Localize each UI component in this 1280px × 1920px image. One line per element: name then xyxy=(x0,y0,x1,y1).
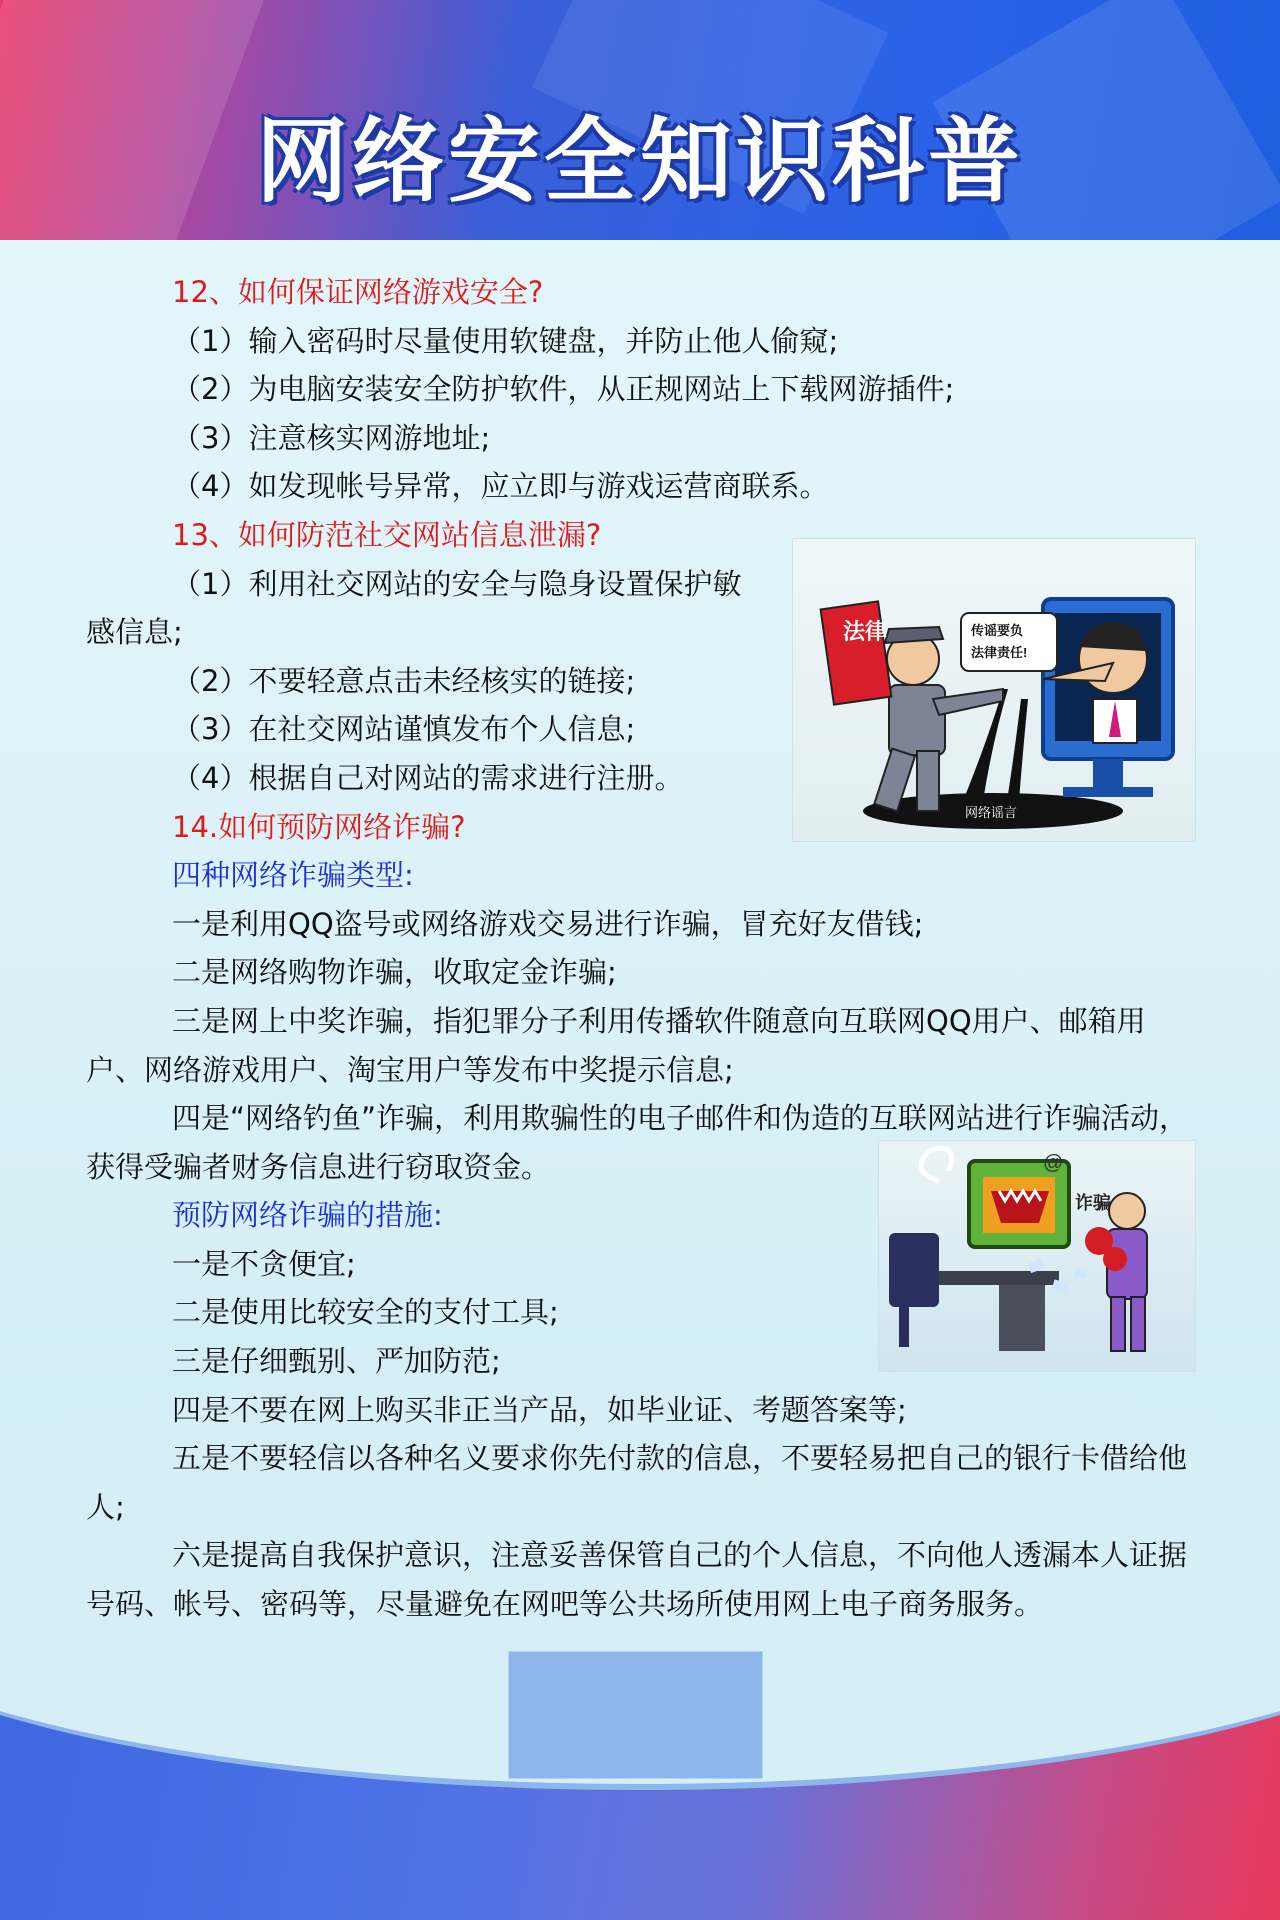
prevention-heading: 预防网络诈骗的措施: xyxy=(172,1198,443,1233)
police-book-monitor-image xyxy=(793,539,1195,841)
header-banner xyxy=(0,0,1280,240)
section-12-item: （4）如发现帐号异常，应立即与游戏运营商联系。 xyxy=(172,469,829,504)
section-13-item: （3）在社交网站谨慎发布个人信息; xyxy=(172,712,636,747)
fraud-type-item: 二是网络购物诈骗，收取定金诈骗; xyxy=(172,955,617,990)
section-12-item: （1）输入密码时尽量使用软键盘，并防止他人偷窥; xyxy=(172,323,839,358)
main-content xyxy=(86,268,1196,1629)
bubble-line-2: 法律责任! xyxy=(971,645,1028,660)
monitor-monster-boxer-image xyxy=(879,1141,1195,1371)
section-13-item: （4）根据自己对网站的需求进行注册。 xyxy=(172,760,684,795)
fraud-sign-text: 诈骗 xyxy=(1075,1193,1111,1213)
fraud-illustration xyxy=(878,1140,1196,1372)
fraud-type-item: 三是网上中奖诈骗，指犯罪分子利用传播软件随意向互联网QQ用户、邮箱用户、网络游戏用户、淘宝用户等发布中奖提示信息; xyxy=(86,1003,1146,1087)
section-12-item: （2）为电脑安装安全防护软件，从正规网站上下载网游插件; xyxy=(172,372,955,407)
section-13-item-continued: 感信息; xyxy=(86,615,183,650)
prevention-item: 三是仔细甄别、严加防范; xyxy=(172,1344,501,1379)
section-13-heading: 13、如何防范社交网站信息泄漏? xyxy=(172,517,602,552)
section-12-heading: 12、如何保证网络游戏安全? xyxy=(172,275,544,309)
prevention-item: 四是不要在网上购买非正当产品，如毕业证、考题答案等; xyxy=(172,1392,907,1427)
at-symbol: @ xyxy=(1043,1152,1064,1174)
law-book-text: 法律 xyxy=(843,619,888,644)
fraud-type-item: 一是利用QQ盗号或网络游戏交易进行诈骗，冒充好友借钱; xyxy=(172,906,924,941)
fraud-types-heading: 四种网络诈骗类型: xyxy=(172,858,414,893)
prevention-item: 五是不要轻信以各种名义要求你先付款的信息，不要轻易把自己的银行卡借给他人; xyxy=(86,1441,1188,1524)
fraud-type-item: 四是“网络钓鱼”诈骗，利用欺骗性的电子邮件和伪造的互联网站进行诈骗活动，获得受骗者财务信息进行窃取资金。 xyxy=(86,1101,1189,1184)
rumor-caption: 网络谣言 xyxy=(965,805,1018,820)
rumor-law-illustration xyxy=(792,538,1196,842)
section-14-heading: 14.如何预防网络诈骗? xyxy=(172,809,466,844)
section-13-item: （2）不要轻意点击未经核实的链接; xyxy=(172,663,636,698)
prevention-item: 二是使用比较安全的支付工具; xyxy=(172,1295,559,1330)
section-12-item: （3）注意核实网游地址; xyxy=(172,420,491,455)
prevention-item: 六是提高自我保护意识，注意妥善保管自己的个人信息，不向他人透漏本人证据号码、帐号、密码等，尽量避免在网吧等公共场所使用网上电子商务服务。 xyxy=(86,1538,1188,1622)
section-13-item: （1）利用社交网站的安全与隐身设置保护敏 xyxy=(172,566,742,601)
page-title: 网络安全知识科普 xyxy=(255,108,1024,215)
bubble-line-1: 传谣要负 xyxy=(971,623,1024,638)
prevention-item: 一是不贪便宜; xyxy=(172,1246,356,1281)
